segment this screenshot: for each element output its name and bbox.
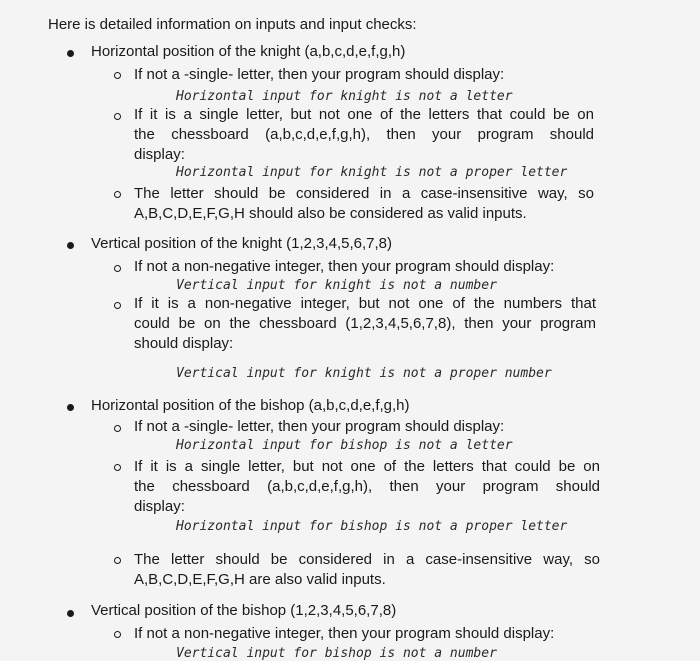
program-output: Vertical input for bishop is not a number <box>176 646 497 661</box>
sub-bullet-icon <box>114 464 121 471</box>
item-text: If it is a single letter, but not one of the letters that could be on the chessboard (a,b,c,d,e,f,g,h), then your program should display: <box>134 106 594 163</box>
item-text: If not a non-negative integer, then your program should display: <box>134 625 555 642</box>
item-text: If not a -single- letter, then your program should display: <box>134 66 505 83</box>
item-text: If it is a single letter, but not one of the letters that could be on the chessboard (a,b,c,d,e,f,g,h), then your program should display: <box>134 458 600 515</box>
sub-bullet-icon <box>114 302 121 309</box>
program-output: Horizontal input for bishop is not a proper letter <box>176 519 568 534</box>
section-heading: Horizontal position of the knight (a,b,c,d,e,f,g,h) <box>91 43 406 60</box>
intro-text: Here is detailed information on inputs and input checks: <box>48 16 417 33</box>
bullet-icon <box>67 610 74 617</box>
sub-bullet-icon <box>114 631 121 638</box>
program-output: Vertical input for knight is not a number <box>176 278 497 293</box>
section-heading: Horizontal position of the bishop (a,b,c,d,e,f,g,h) <box>91 397 410 414</box>
sub-bullet-icon <box>114 113 121 120</box>
sub-bullet-icon <box>114 265 121 272</box>
item-text: If it is a non-negative integer, but not one of the numbers that could be on the chessboard (1,2,3,4,5,6,7,8), then your program should display: <box>134 295 596 352</box>
program-output: Horizontal input for knight is not a proper letter <box>176 165 568 180</box>
bullet-icon <box>67 242 74 249</box>
item-text: If not a non-negative integer, then your program should display: <box>134 258 555 275</box>
sub-bullet-icon <box>114 191 121 198</box>
item-text: If not a -single- letter, then your program should display: <box>134 418 505 435</box>
program-output: Vertical input for knight is not a proper number <box>176 366 552 381</box>
sub-bullet-icon <box>114 425 121 432</box>
bullet-icon <box>67 404 74 411</box>
sub-bullet-icon <box>114 72 121 79</box>
program-output: Horizontal input for bishop is not a letter <box>176 438 513 453</box>
item-text: The letter should be considered in a case-insensitive way, so A,B,C,D,E,F,G,H are also valid inputs. <box>134 551 600 588</box>
sub-bullet-icon <box>114 557 121 564</box>
section-heading: Vertical position of the bishop (1,2,3,4,5,6,7,8) <box>91 602 397 619</box>
section-heading: Vertical position of the knight (1,2,3,4,5,6,7,8) <box>91 235 393 252</box>
bullet-icon <box>67 50 74 57</box>
program-output: Horizontal input for knight is not a letter <box>176 89 513 104</box>
item-text: The letter should be considered in a case-insensitive way, so A,B,C,D,E,F,G,H should also be considered as valid inputs. <box>134 185 594 222</box>
